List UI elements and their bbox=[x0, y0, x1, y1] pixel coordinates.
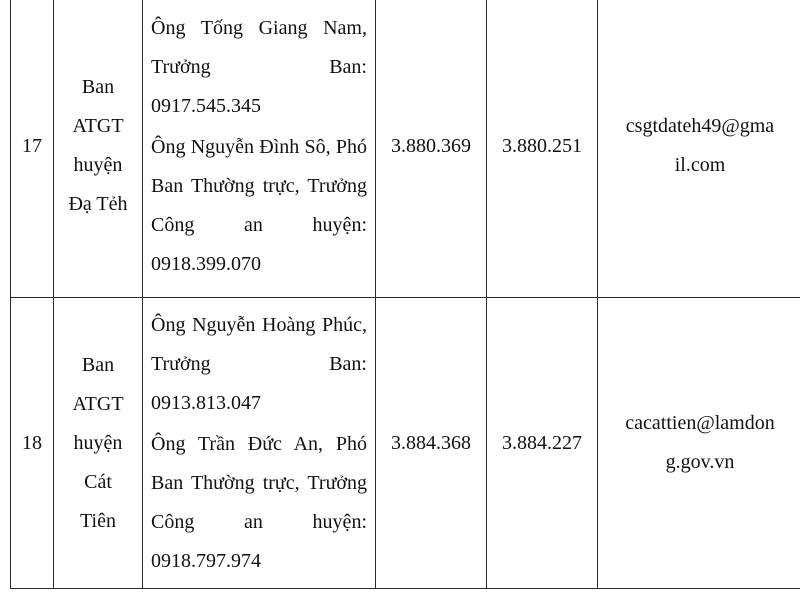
email-line: il.com bbox=[674, 154, 726, 176]
unit-name bbox=[54, 0, 143, 298]
email-line: csgtdateh49@gma bbox=[625, 115, 775, 137]
table-row bbox=[11, 298, 800, 589]
leaders-cell bbox=[143, 0, 376, 298]
table-row bbox=[11, 0, 800, 298]
leader-entry: Ông Nguyễn Đình Sô, Phó Ban Thường trực, Trưởng Công an huyện: 0918.399.070 bbox=[151, 135, 367, 275]
unit-name-line: Ban bbox=[81, 76, 115, 98]
email-line: cacattien@lamdon bbox=[625, 412, 775, 434]
leader-entry: Ông Nguyễn Hoàng Phúc, Trưởng Ban: 0913.813.047 bbox=[151, 313, 367, 414]
fax-number: 3.884.227 bbox=[487, 298, 598, 589]
unit-name-line: ATGT bbox=[72, 392, 124, 415]
row-number: 18 bbox=[11, 298, 54, 589]
contact-table bbox=[10, 0, 800, 589]
unit-name bbox=[54, 298, 143, 589]
unit-name-line: Đạ Tẻh bbox=[68, 193, 128, 215]
fax-number: 3.880.251 bbox=[487, 0, 598, 298]
leaders-cell bbox=[143, 298, 376, 589]
email-address bbox=[598, 0, 800, 298]
email-address bbox=[598, 298, 800, 589]
unit-name-line: ATGT bbox=[72, 115, 124, 137]
email-line: g.gov.vn bbox=[665, 451, 735, 473]
unit-name-line: Cát bbox=[84, 470, 112, 493]
phone-number: 3.880.369 bbox=[376, 0, 487, 298]
unit-name-line: Tiên bbox=[80, 509, 116, 532]
leader-entry: Ông Tống Giang Nam, Trưởng Ban: 0917.545.345 bbox=[151, 16, 367, 117]
unit-name-line: Ban bbox=[81, 353, 115, 376]
row-number: 17 bbox=[11, 0, 54, 298]
unit-name-line: huyện bbox=[73, 431, 123, 454]
phone-number: 3.884.368 bbox=[376, 298, 487, 589]
unit-name-line: huyện bbox=[73, 154, 123, 176]
leader-entry: Ông Trần Đức An, Phó Ban Thường trực, Trưởng Công an huyện: 0918.797.974 bbox=[151, 432, 367, 572]
